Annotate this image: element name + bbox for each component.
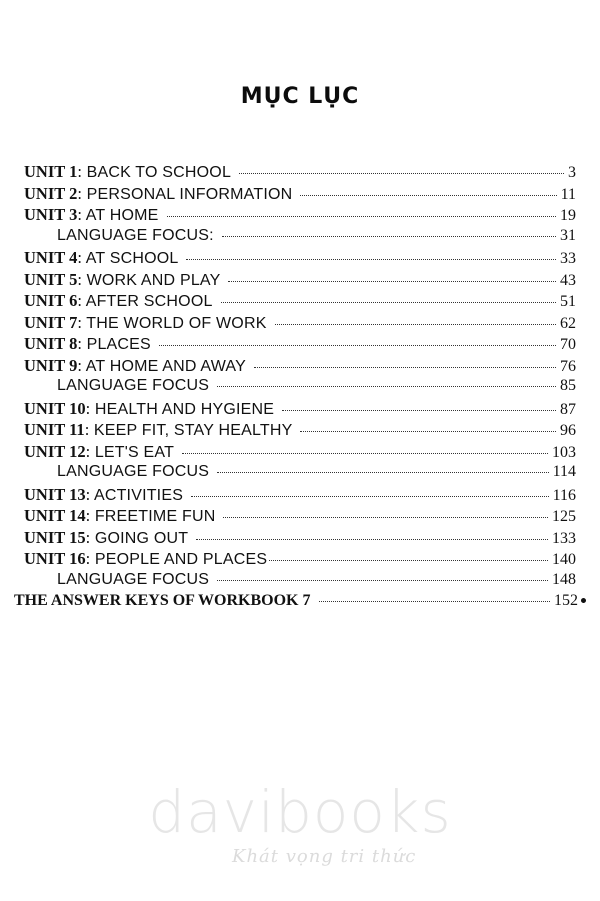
toc-entry xyxy=(24,506,576,528)
toc-unit-name: GOING OUT xyxy=(90,529,189,547)
toc-page-number: 70 xyxy=(560,336,576,353)
toc-entry xyxy=(24,442,576,464)
toc-page-number: 103 xyxy=(552,443,576,461)
toc-unit-number: UNIT 14 xyxy=(24,506,86,525)
dot-leader xyxy=(228,281,556,282)
page-title: MỤC LỤC xyxy=(240,84,360,109)
toc-unit-name: AT HOME xyxy=(81,207,159,224)
toc-entry-label: UNIT 3: AT HOME xyxy=(24,205,159,224)
dot-leader xyxy=(223,517,548,518)
toc-entry xyxy=(57,463,576,485)
toc-unit-name: LET'S EAT xyxy=(90,443,175,461)
toc-unit-name: PEOPLE AND PLACES xyxy=(90,551,268,568)
dot-leader xyxy=(254,367,556,368)
toc-entry-label xyxy=(14,592,311,610)
toc-page-number: 87 xyxy=(560,400,576,418)
toc-unit-number: UNIT 10 xyxy=(24,398,86,418)
toc-unit-number: UNIT 12 xyxy=(24,441,86,461)
toc-unit-number: UNIT 2 xyxy=(24,183,78,203)
toc-entry xyxy=(24,313,576,335)
toc-unit-name: WORK AND PLAY xyxy=(81,271,221,289)
toc-page-number: 31 xyxy=(560,226,576,244)
toc-entry-label: UNIT 12: LET'S EAT xyxy=(24,441,175,461)
toc-page-number: 11 xyxy=(560,185,576,203)
dot-leader xyxy=(191,496,549,497)
toc-unit-number: UNIT 13 xyxy=(24,484,86,504)
watermark-tagline: Khát vọng tri thức xyxy=(232,846,417,867)
toc-entry-label: UNIT 16: PEOPLE AND PLACES xyxy=(24,549,268,568)
toc-unit-number: UNIT 5 xyxy=(24,269,78,289)
toc-entry xyxy=(24,420,576,442)
toc-entry xyxy=(24,334,576,356)
dot-leader xyxy=(196,539,548,540)
toc-unit-number: UNIT 7 xyxy=(24,312,78,332)
toc-unit-name: AFTER SCHOOL xyxy=(81,293,213,310)
toc-entry-label: UNIT 13: ACTIVITIES xyxy=(24,484,184,504)
toc-unit-number: UNIT 16 xyxy=(24,549,86,568)
toc-page-number: 125 xyxy=(552,508,576,525)
toc-unit-name: ACTIVITIES xyxy=(90,486,184,504)
toc-page-number: 3 xyxy=(568,164,576,181)
toc-entry-label xyxy=(57,377,209,395)
toc-unit-number: UNIT 4 xyxy=(24,248,78,267)
toc-entry xyxy=(24,399,576,421)
toc-section-name: LANGUAGE FOCUS: xyxy=(57,226,214,244)
toc-page-number: 114 xyxy=(552,463,576,480)
toc-page-number: 19 xyxy=(560,207,576,224)
toc-entry-label: UNIT 5: WORK AND PLAY xyxy=(24,269,221,289)
toc-unit-number: UNIT 3 xyxy=(24,205,78,224)
toc-entry-label: UNIT 8: PLACES xyxy=(24,334,151,353)
dot-leader xyxy=(239,173,564,174)
toc-entry-label: UNIT 6: AFTER SCHOOL xyxy=(24,291,213,310)
toc-entry xyxy=(14,592,578,614)
toc-entry-label: UNIT 10: HEALTH AND HYGIENE xyxy=(24,398,275,418)
dot-leader xyxy=(217,580,548,581)
dot-leader xyxy=(275,324,556,325)
toc-entry-label: UNIT 11: KEEP FIT, STAY HEALTHY xyxy=(24,420,293,439)
toc-entry xyxy=(24,549,576,571)
toc-page-number: 140 xyxy=(552,551,576,568)
dot-leader xyxy=(159,345,556,346)
toc-unit-number: UNIT 1 xyxy=(24,162,78,181)
toc-page-number: 96 xyxy=(560,422,576,439)
toc-unit-name: AT SCHOOL xyxy=(81,250,179,267)
toc-entry xyxy=(24,248,576,270)
dot-leader xyxy=(221,302,556,303)
toc-entry-label: UNIT 14: FREETIME FUN xyxy=(24,506,216,525)
toc-page-number: 33 xyxy=(560,250,576,267)
dot-leader xyxy=(300,195,556,196)
dot-leader xyxy=(182,453,548,454)
watermark-logo: davibooks xyxy=(148,778,452,846)
dot-leader xyxy=(186,259,556,260)
toc-entry-label xyxy=(57,571,209,589)
ink-speck xyxy=(580,597,587,604)
toc-section-name: THE ANSWER KEYS OF WORKBOOK 7 xyxy=(14,592,311,609)
toc-entry xyxy=(24,291,576,313)
toc-entry xyxy=(57,227,576,249)
toc-unit-number: UNIT 6 xyxy=(24,291,78,310)
dot-leader xyxy=(222,236,556,237)
toc-unit-name: PLACES xyxy=(81,336,151,353)
toc-entry-label xyxy=(57,227,214,245)
dot-leader xyxy=(319,601,551,602)
toc-entry-label: UNIT 2: PERSONAL INFORMATION xyxy=(24,183,293,203)
toc-unit-name: KEEP FIT, STAY HEALTHY xyxy=(89,422,293,439)
dot-leader xyxy=(217,386,556,387)
dot-leader xyxy=(167,216,556,217)
toc-entry-label: UNIT 7: THE WORLD OF WORK xyxy=(24,312,267,332)
toc-section-name: LANGUAGE FOCUS xyxy=(57,570,210,588)
toc-entry xyxy=(24,356,576,378)
toc-page-number: 51 xyxy=(560,293,576,310)
toc-entry xyxy=(24,162,576,184)
toc-entry-label: UNIT 4: AT SCHOOL xyxy=(24,248,179,267)
toc-entry xyxy=(57,571,576,593)
toc-page-number: 133 xyxy=(552,529,576,547)
toc-unit-number: UNIT 15 xyxy=(24,527,86,547)
toc-page-number: 43 xyxy=(560,271,576,289)
toc-section-name: LANGUAGE FOCUS xyxy=(57,463,210,480)
toc-unit-number: UNIT 9 xyxy=(24,355,78,375)
dot-leader xyxy=(282,410,556,411)
toc-entry xyxy=(57,377,576,399)
toc-page-number: 148 xyxy=(552,570,576,588)
toc-entry xyxy=(24,270,576,292)
dot-leader xyxy=(300,431,556,432)
toc-entry-label: UNIT 9: AT HOME AND AWAY xyxy=(24,355,246,375)
toc-page-number: 116 xyxy=(552,486,576,504)
toc-page-number: 152 xyxy=(554,592,578,609)
toc-unit-name: FREETIME FUN xyxy=(90,508,216,525)
toc-entry-label xyxy=(57,463,209,481)
toc-page-number: 85 xyxy=(560,377,576,394)
toc-unit-name: HEALTH AND HYGIENE xyxy=(90,400,275,418)
toc-unit-name: AT HOME AND AWAY xyxy=(81,357,246,375)
toc-entry xyxy=(24,485,576,507)
toc-page-number: 62 xyxy=(560,314,576,332)
toc-entry xyxy=(24,184,576,206)
toc-unit-name: BACK TO SCHOOL xyxy=(81,164,232,181)
dot-leader xyxy=(217,472,548,473)
toc-entry xyxy=(24,528,576,550)
toc-unit-number: UNIT 11 xyxy=(24,420,85,439)
toc-unit-number: UNIT 8 xyxy=(24,334,78,353)
toc-unit-name: PERSONAL INFORMATION xyxy=(81,185,293,203)
toc-entry xyxy=(24,205,576,227)
toc-unit-name: THE WORLD OF WORK xyxy=(81,314,267,332)
dot-leader xyxy=(269,560,548,561)
toc-page-number: 76 xyxy=(560,357,576,375)
toc-entry-label: UNIT 1: BACK TO SCHOOL xyxy=(24,162,232,181)
toc-entry-label: UNIT 15: GOING OUT xyxy=(24,527,189,547)
toc-section-name: LANGUAGE FOCUS xyxy=(57,377,210,394)
